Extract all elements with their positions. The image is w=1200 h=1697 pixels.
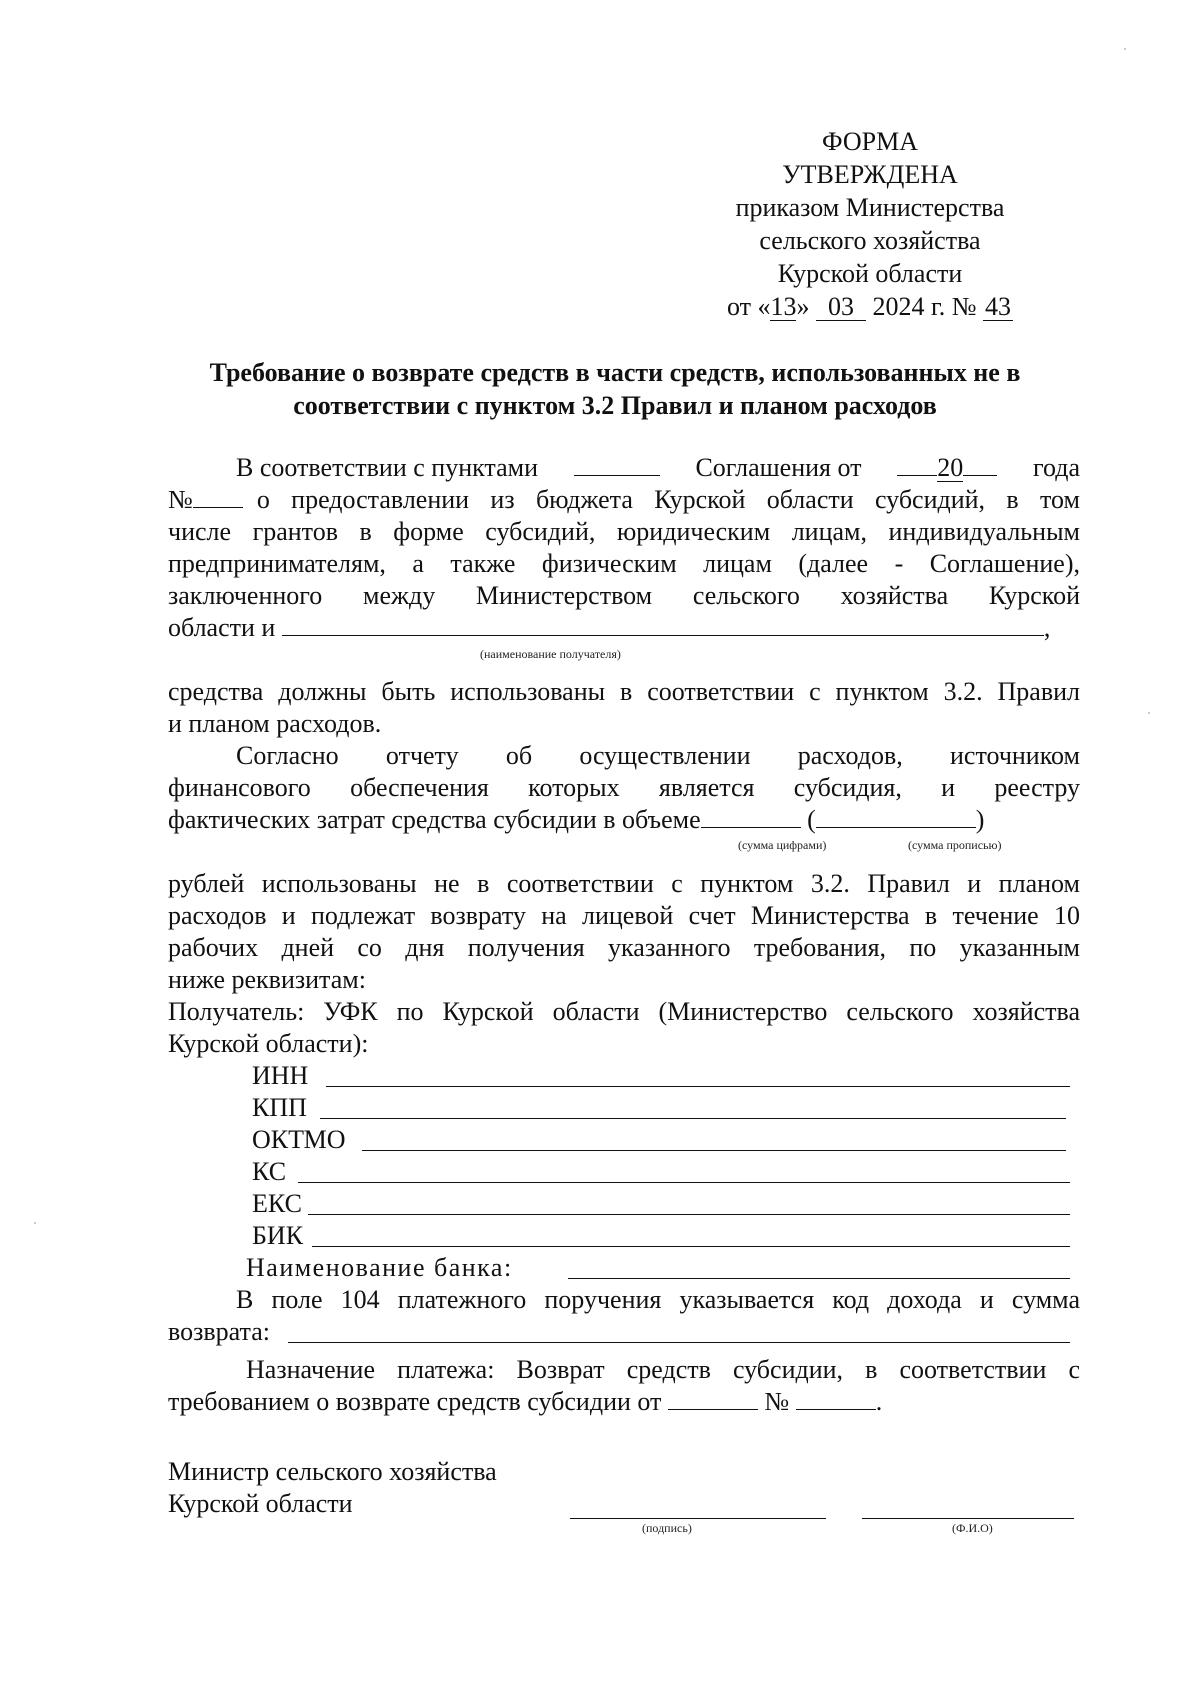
refund-field[interactable] [288,1342,1070,1343]
caption-signature: (подпись) [642,1521,692,1535]
para3-line3 [168,804,1080,836]
para4-line5: Получатель: УФК по Курской области (Министерство сельского хозяйства [168,997,1080,1026]
scan-speck [34,1222,36,1224]
caption-recipient: (наименование получателя) [480,647,621,661]
para1-text-l6: области и [168,613,276,642]
number-sign: № [168,485,193,514]
sum-digits-blank[interactable] [701,805,801,828]
comma: , [1043,613,1051,642]
date-day: 13 [770,292,797,321]
document-title: Требование о возврате средств в части средств, использованных не в соответствии с пунктом 3.2 Правил и планом расходов [209,358,1021,420]
ks-label: КС [252,1157,287,1186]
ks-field[interactable] [298,1182,1070,1183]
approval-approved-label: УТВЕРЖДЕНА [782,160,958,189]
eks-label: ЕКС [252,1189,302,1218]
para1-text-a: В соответствии с пунктами [236,453,538,482]
bank-label: Наименование банка: [246,1253,513,1282]
para1-line6 [168,612,1080,644]
para6-line1: Назначение платежа: Возврат средств субсидии, в соответствии с [246,1355,1080,1384]
para1-line3: числе грантов в форме субсидий, юридическим лицам, индивидуальным [168,517,1080,546]
bik-field[interactable] [312,1246,1070,1247]
period: . [875,1387,883,1416]
signature-title-line1: Министр сельского хозяйства [168,1457,497,1486]
order-number: 43 [985,292,1012,321]
scan-speck [1124,48,1126,50]
approval-form-label: ФОРМА [822,127,918,156]
para4-line4: ниже реквизитам: [168,965,366,994]
bank-field[interactable] [568,1278,1070,1279]
para3-line2: финансового обеспечения которых является субсидия, и реестру [168,773,1080,802]
para3-text-l3: фактических затрат средства субсидии в объеме [168,805,701,834]
agreement-year-blank [963,453,997,476]
para2-line1: средства должны быть использованы в соответствии с пунктом 3.2. Правил [168,677,1080,706]
approval-ministry-line: сельского хозяйства [759,226,981,255]
para4-line6: Курской области): [168,1029,369,1058]
oktmo-label: ОКТМО [252,1125,346,1154]
para4-line1: рублей использованы не в соответствии с пунктом 3.2. Правил и планом [168,869,1080,898]
para1-line5: заключенного между Министерством сельского хозяйства Курской [168,581,1080,610]
approval-block [690,125,1050,323]
date-year: 2024 г. № [872,292,977,321]
para5-line2: возврата: [168,1317,270,1346]
inn-field[interactable] [326,1086,1070,1087]
agreement-number-blank [193,485,243,508]
para3-line1: Согласно отчету об осуществлении расходов, источником [236,741,1080,770]
agreement-day-blank [897,453,937,476]
para1-line2 [168,484,1080,516]
oktmo-field[interactable] [362,1150,1066,1151]
approval-date-line [690,290,1050,323]
demand-date-blank[interactable] [668,1387,758,1410]
agreement-year-prefix: 20 [937,453,964,482]
para4-line2: расходов и подлежат возврату на лицевой счет Министерства в течение 10 [168,901,1080,930]
paren-open: ( [807,805,816,834]
signature-title-line2: Курской области [168,1489,353,1518]
name-field[interactable] [862,1518,1074,1519]
signature-field[interactable] [570,1518,826,1519]
sum-words-blank[interactable] [816,805,976,828]
date-day-close: » [796,292,810,321]
inn-label: ИНН [252,1061,309,1090]
approval-region-line: Курской области [777,259,963,288]
kpp-field[interactable] [320,1118,1066,1119]
para1-text-d: года [1032,453,1080,482]
approval-order-line: приказом Министерства [735,193,1005,222]
para6-text-l2: требованием о возврате средств субсидии от [168,1387,662,1416]
caption-words: (сумма прописью) [908,838,1002,852]
caption-name: (Ф.И.О) [952,1521,993,1535]
demand-number-sign: № [764,1387,790,1416]
para4-line3: рабочих дней со дня получения указанного требования, по указанным [168,933,1080,962]
eks-field[interactable] [308,1214,1070,1215]
date-month: 03 [816,294,866,321]
para1-line1 [236,452,1080,484]
demand-number-blank[interactable] [796,1387,876,1410]
para6-line2 [168,1386,1080,1418]
para1-text-l2: о предоставлении из бюджета Курской области субсидий, в том [256,485,1080,514]
recipient-blank[interactable] [282,613,1044,636]
bik-label: БИК [252,1221,304,1250]
caption-digits: (сумма цифрами) [738,838,827,852]
para5-line1: В поле 104 платежного поручения указывается код дохода и сумма [236,1285,1080,1314]
kpp-label: КПП [252,1093,307,1122]
para2-line2: и планом расходов. [168,709,382,738]
para1-line4: предпринимателям, а также физическим лицам (далее - Соглашение), [168,549,1080,578]
date-prefix: от « [726,292,771,321]
para1-text-b: Соглашения от [695,453,862,482]
scan-speck [1148,712,1150,714]
clauses-blank [574,453,660,476]
paren-close: ) [975,805,985,834]
